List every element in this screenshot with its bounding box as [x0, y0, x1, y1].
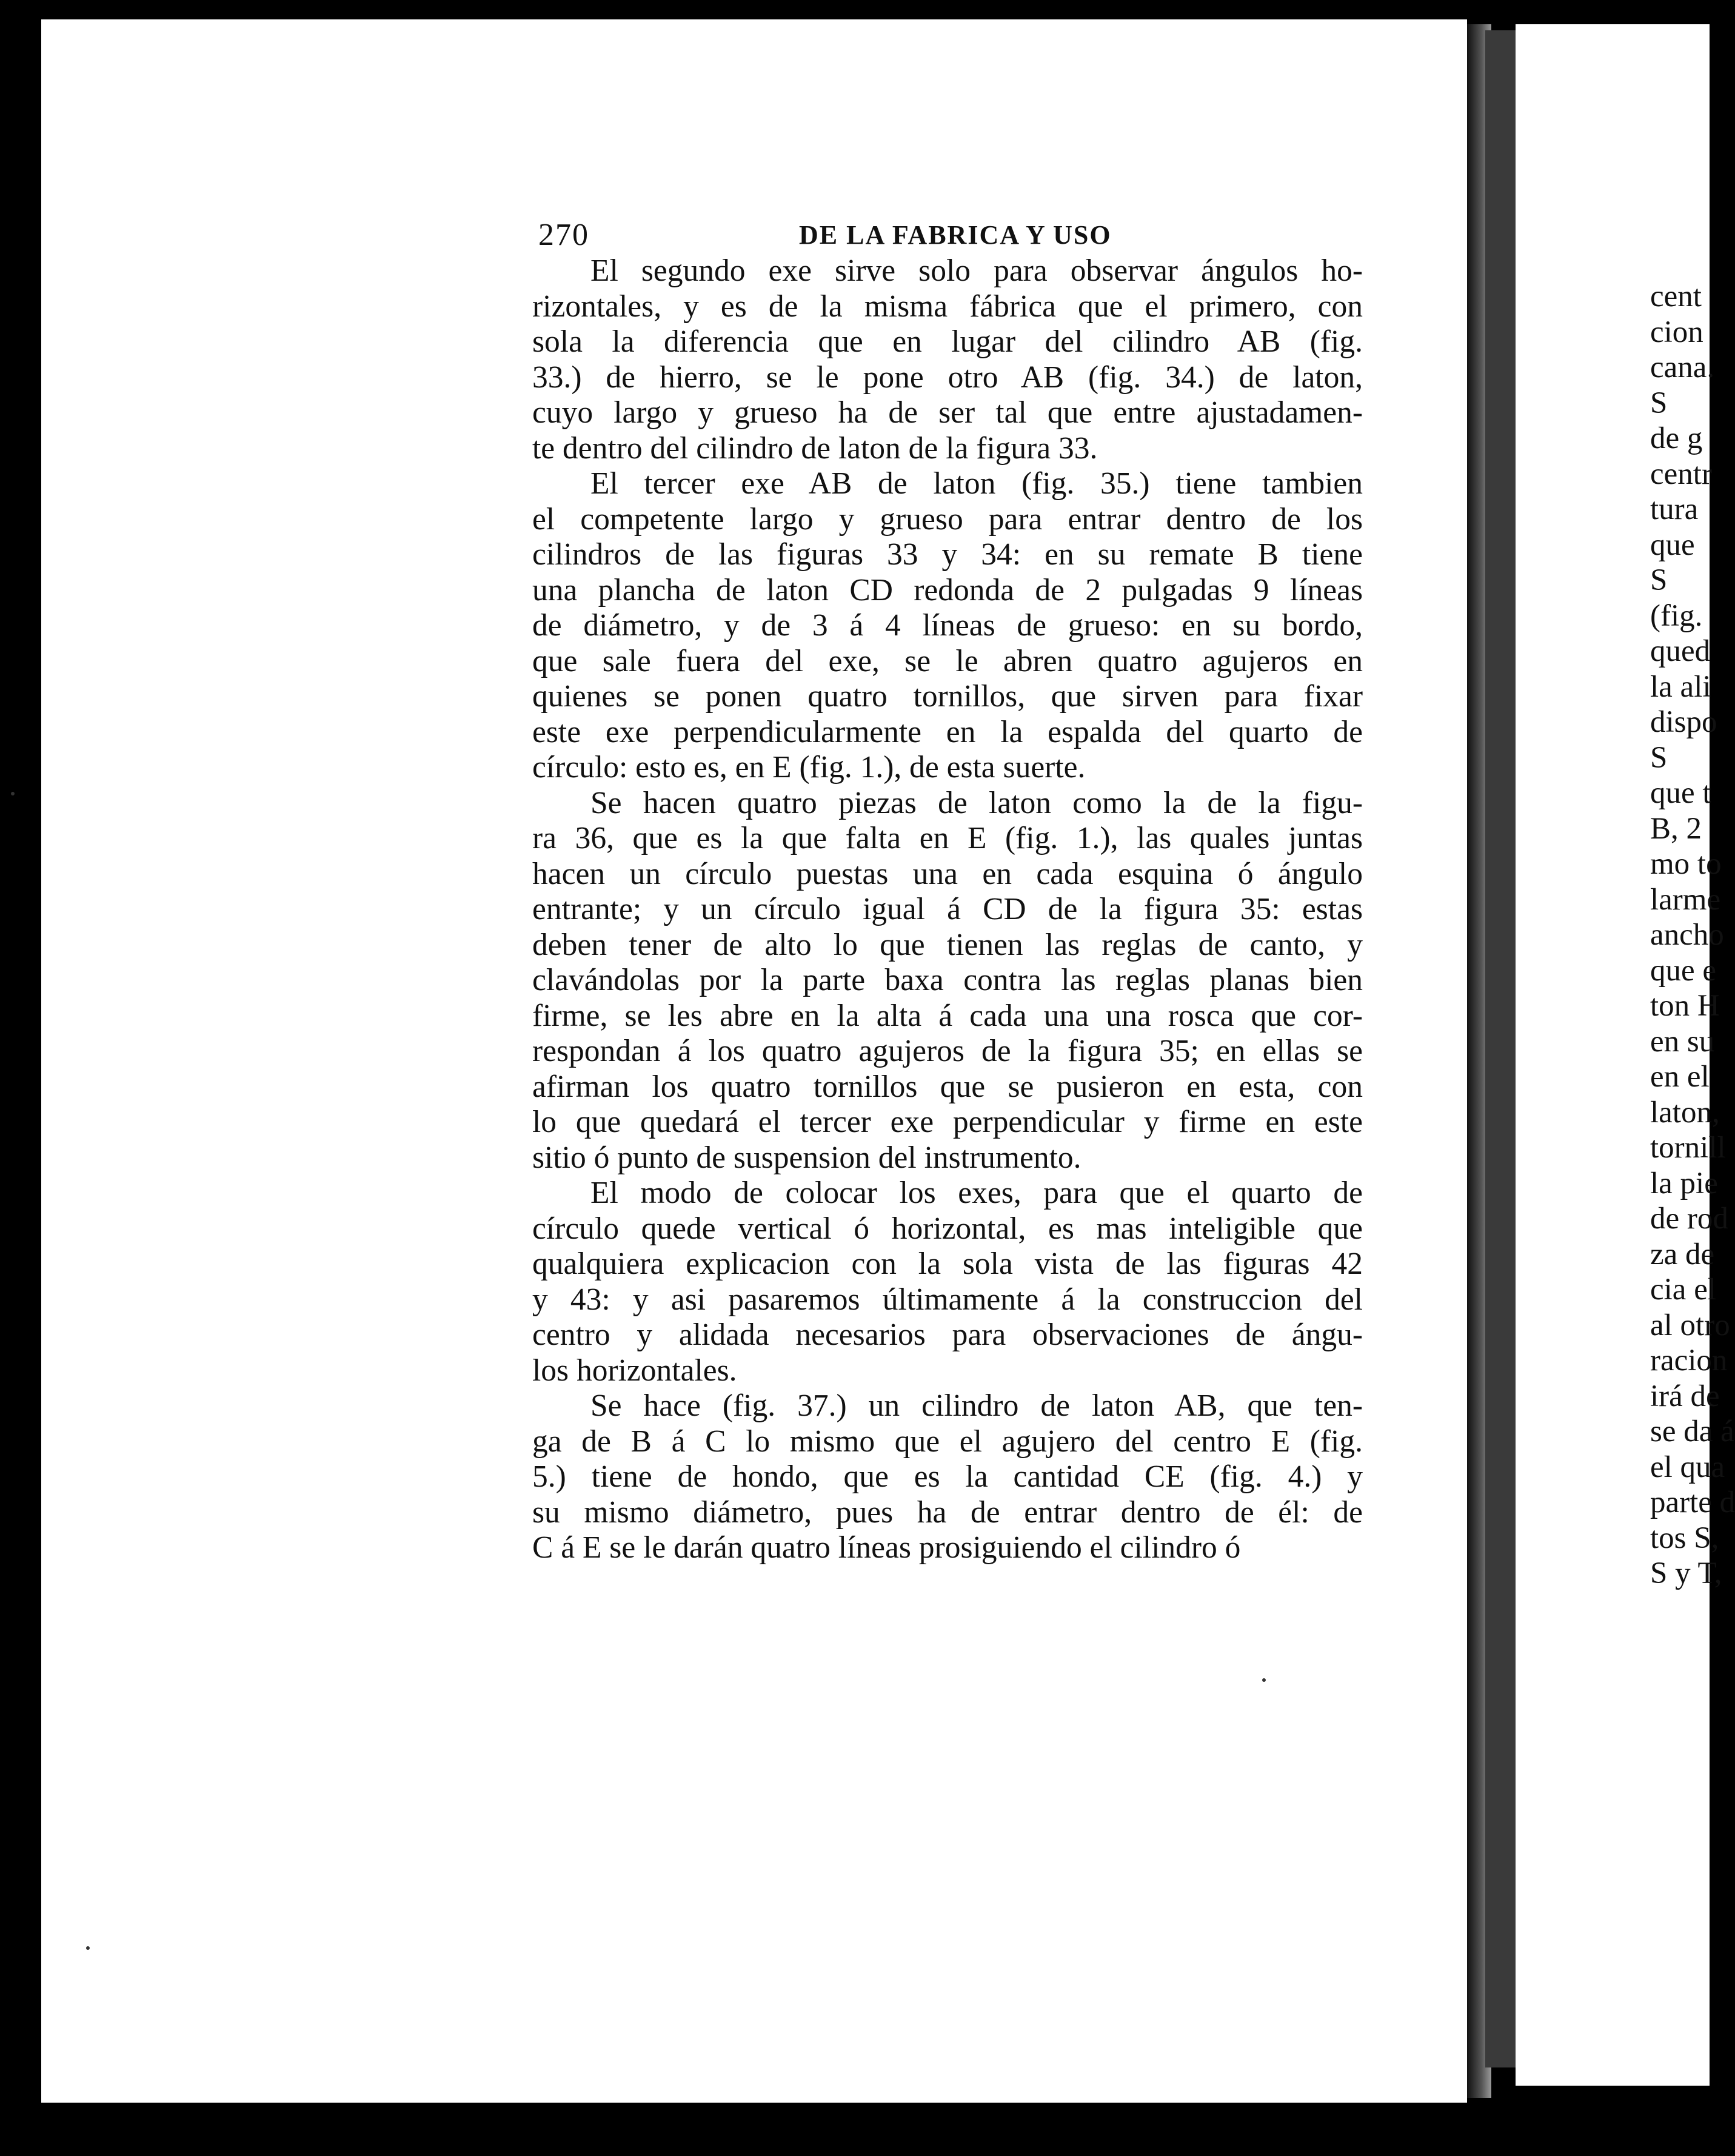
- facing-page: [1516, 24, 1735, 2086]
- facing-page-line: S: [1650, 386, 1668, 420]
- facing-page-line: laton,: [1650, 1095, 1720, 1130]
- text-line: firme, se les abre en la alta á cada una una rosca que cor-: [532, 998, 1363, 1033]
- facing-page-line: mo to: [1650, 847, 1722, 881]
- text-line: ra 36, que es la que falta en E (fig. 1.), las quales juntas: [532, 821, 1363, 855]
- facing-page-line: la ali: [1650, 669, 1711, 704]
- text-line: El modo de colocar los exes, para que el quarto de: [590, 1176, 1363, 1210]
- text-line: El segundo exe sirve solo para observar ángulos ho-: [590, 253, 1363, 288]
- text-line: hacen un círculo puestas una en cada esquina ó ángulo: [532, 856, 1363, 891]
- facing-page-line: en el: [1650, 1060, 1710, 1094]
- facing-page-line: ancho: [1650, 918, 1724, 952]
- text-line: C á E se le darán quatro líneas prosiguiendo el cilindro ó: [532, 1530, 1241, 1565]
- facing-page-line: B, 2: [1650, 811, 1702, 846]
- facing-page-line: cia el: [1650, 1273, 1716, 1307]
- facing-page-line: al otro: [1650, 1308, 1730, 1342]
- text-line: de diámetro, y de 3 á 4 líneas de grueso: en su bordo,: [532, 608, 1363, 643]
- paragraph: [532, 1388, 1363, 1566]
- page-speck: [11, 792, 15, 795]
- text-line: su mismo diámetro, pues ha de entrar dentro de él: de: [532, 1495, 1363, 1530]
- text-line: te dentro del cilindro de laton de la figura 33.: [532, 430, 1098, 466]
- facing-page-line: S y T,: [1650, 1556, 1722, 1590]
- page-speck: [86, 1946, 90, 1950]
- text-line: Se hacen quatro piezas de laton como la de la figu-: [590, 785, 1363, 820]
- text-line: ga de B á C lo mismo que el agujero del centro E (fig.: [532, 1424, 1363, 1459]
- facing-page-text: [1650, 279, 1735, 1592]
- page-speck: [1262, 1678, 1266, 1682]
- facing-page-line: en su: [1650, 1024, 1715, 1059]
- facing-page-line: ton H: [1650, 989, 1720, 1023]
- text-line: 5.) tiene de hondo, que es la cantidad CE (fig. 4.) y: [532, 1459, 1363, 1494]
- text-line: una plancha de laton CD redonda de 2 pulgadas 9 líneas: [532, 572, 1363, 608]
- paragraph: [532, 253, 1363, 466]
- text-line: lo que quedará el tercer exe perpendicular y firme en este: [532, 1105, 1363, 1139]
- facing-page-line: que e: [1650, 953, 1717, 988]
- facing-page-line: tura: [1650, 492, 1699, 526]
- main-text-block: [532, 217, 1363, 1566]
- text-line: 33.) de hierro, se le pone otro AB (fig. 34.) de laton,: [532, 360, 1363, 395]
- text-line: este exe perpendicularmente en la espalda del quarto de: [532, 714, 1363, 749]
- facing-page-line: parte d: [1650, 1485, 1735, 1519]
- facing-page-line: la pie: [1650, 1166, 1718, 1200]
- page-number: 270: [538, 218, 589, 252]
- facing-page-line: el qua: [1650, 1450, 1725, 1484]
- body-text: [532, 253, 1363, 1566]
- facing-page-line: de g: [1650, 421, 1703, 455]
- text-line: círculo quede vertical ó horizontal, es mas inteligible que: [532, 1211, 1363, 1246]
- text-line: los horizontales.: [532, 1353, 737, 1388]
- facing-page-line: irá de: [1650, 1379, 1720, 1413]
- text-line: círculo: esto es, en E (fig. 1.), de esta suerte.: [532, 750, 1086, 785]
- text-line: deben tener de alto lo que tienen las reglas de canto, y: [532, 927, 1363, 962]
- facing-page-line: centr: [1650, 457, 1712, 491]
- facing-page-line: dispo: [1650, 705, 1717, 739]
- facing-page-line: tos S,: [1650, 1521, 1719, 1555]
- text-line: rizontales, y es de la misma fábrica que el primero, con: [532, 289, 1363, 324]
- text-line: cilindros de las figuras 33 y 34: en su remate B tiene: [532, 537, 1363, 572]
- text-line: cuyo largo y grueso ha de ser tal que entre ajustadamen-: [532, 395, 1363, 430]
- facing-page-line: que: [1650, 527, 1695, 562]
- facing-page-line: tornill: [1650, 1131, 1726, 1165]
- facing-page-line: se da á: [1650, 1414, 1734, 1448]
- facing-page-line: S: [1650, 563, 1668, 597]
- facing-page-line: racion: [1650, 1344, 1728, 1378]
- facing-page-line: larme: [1650, 882, 1721, 917]
- running-title: DE LA FABRICA Y USO: [799, 220, 1112, 250]
- facing-page-line: qued: [1650, 634, 1711, 668]
- text-line: sola la diferencia que en lugar del cilindro AB (fig.: [532, 324, 1363, 359]
- text-line: Se hace (fig. 37.) un cilindro de laton AB, que ten-: [590, 1388, 1363, 1423]
- text-line: y 43: y asi pasaremos últimamente á la construccion del: [532, 1282, 1363, 1317]
- text-line: que sale fuera del exe, se le abren quatro agujeros en: [532, 643, 1363, 678]
- text-line: el competente largo y grueso para entrar dentro de los: [532, 501, 1363, 537]
- facing-page-line: que t: [1650, 776, 1711, 810]
- paragraph: [532, 786, 1363, 1176]
- running-head: [532, 217, 1363, 253]
- facing-page-line: (fig.: [1650, 598, 1703, 633]
- text-line: respondan á los quatro agujeros de la figura 35; en ellas se: [532, 1034, 1363, 1068]
- facing-page-line: de rod: [1650, 1202, 1728, 1236]
- facing-page-line: S: [1650, 740, 1668, 775]
- text-line: centro y alidada necesarios para observaciones de ángu-: [532, 1317, 1363, 1352]
- facing-page-line: cana.: [1650, 350, 1715, 384]
- text-line: sitio ó punto de suspension del instrumento.: [532, 1140, 1081, 1175]
- facing-page-line: cion: [1650, 315, 1703, 349]
- facing-page-line: cent: [1650, 280, 1702, 313]
- text-line: quienes se ponen quatro tornillos, que sirven para fixar: [532, 679, 1363, 714]
- text-line: qualquiera explicacion con la sola vista de las figuras 42: [532, 1247, 1363, 1281]
- text-line: afirman los quatro tornillos que se pusieron en esta, con: [532, 1069, 1363, 1104]
- text-line: clavándolas por la parte baxa contra las reglas planas bien: [532, 963, 1363, 997]
- facing-page-line: za de: [1650, 1237, 1715, 1271]
- paragraph: [532, 1176, 1363, 1388]
- paragraph: [532, 466, 1363, 786]
- text-line: entrante; y un círculo igual á CD de la figura 35: estas: [532, 892, 1363, 926]
- text-line: El tercer exe AB de laton (fig. 35.) tiene tambien: [590, 466, 1363, 501]
